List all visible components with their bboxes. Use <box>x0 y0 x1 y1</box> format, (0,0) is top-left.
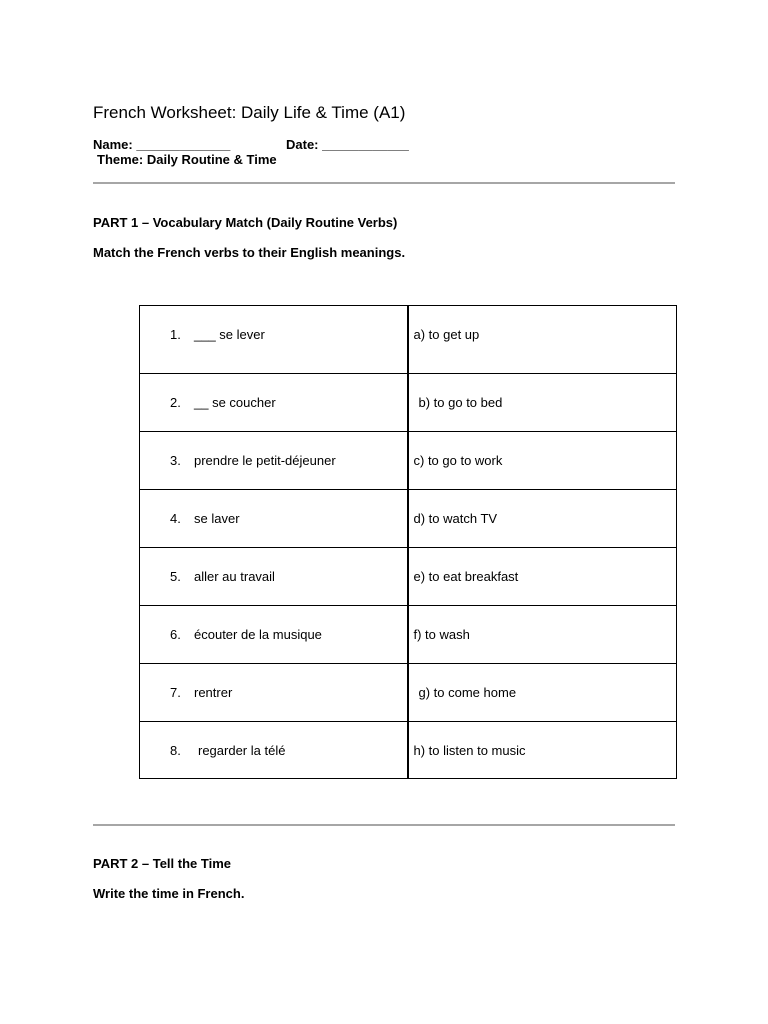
french-verb: aller au travail <box>194 569 275 584</box>
english-meaning: h) to listen to music <box>413 743 526 758</box>
french-verb: se laver <box>194 511 240 526</box>
french-verb: __ se coucher <box>194 395 276 410</box>
english-meaning: c) to go to work <box>413 453 503 468</box>
divider-bottom <box>93 824 675 826</box>
french-verb-cell <box>140 374 408 432</box>
vocabulary-match-table <box>139 305 677 779</box>
part2-instruction: Write the time in French. <box>93 886 245 901</box>
table-row <box>140 548 677 606</box>
french-verb-cell <box>140 664 408 722</box>
french-verb-cell <box>140 490 408 548</box>
item-number: 4. <box>170 511 181 526</box>
table-row <box>140 722 677 779</box>
name-field: Name: _____________ <box>93 137 231 152</box>
date-field: Date: ____________ <box>286 137 409 152</box>
item-number: 5. <box>170 569 181 584</box>
table-row <box>140 606 677 664</box>
part1-instruction: Match the French verbs to their English meanings. <box>93 245 406 260</box>
french-verb-cell <box>140 432 408 490</box>
table-row <box>140 306 677 374</box>
french-verb: rentrer <box>194 685 233 700</box>
english-meaning: a) to get up <box>413 327 480 342</box>
english-meaning-cell <box>408 548 677 606</box>
french-verb: prendre le petit-déjeuner <box>194 453 336 468</box>
divider-top <box>93 182 675 184</box>
item-number: 2. <box>170 395 181 410</box>
item-number: 6. <box>170 627 181 642</box>
part1-heading: PART 1 – Vocabulary Match (Daily Routine Verbs) <box>93 215 398 230</box>
item-number: 8. <box>170 743 181 758</box>
english-meaning: f) to wash <box>413 627 470 642</box>
english-meaning-cell <box>408 374 677 432</box>
worksheet-title: French Worksheet: Daily Life & Time (A1) <box>93 103 406 122</box>
theme-field: Theme: Daily Routine & Time <box>97 152 277 167</box>
table-row <box>140 374 677 432</box>
item-number: 3. <box>170 453 181 468</box>
table-row <box>140 432 677 490</box>
english-meaning: e) to eat breakfast <box>413 569 519 584</box>
french-verb: écouter de la musique <box>194 627 322 642</box>
english-meaning: g) to come home <box>418 685 517 700</box>
french-verb: regarder la télé <box>198 743 286 758</box>
french-verb: ___ se lever <box>194 327 265 342</box>
table-row <box>140 490 677 548</box>
english-meaning-cell <box>408 722 677 779</box>
english-meaning: b) to go to bed <box>418 395 503 410</box>
english-meaning: d) to watch TV <box>413 511 498 526</box>
french-verb-cell <box>140 606 408 664</box>
table-row <box>140 664 677 722</box>
english-meaning-cell <box>408 490 677 548</box>
french-verb-cell <box>140 722 408 779</box>
english-meaning-cell <box>408 306 677 374</box>
english-meaning-cell <box>408 664 677 722</box>
english-meaning-cell <box>408 432 677 490</box>
english-meaning-cell <box>408 606 677 664</box>
french-verb-cell <box>140 306 408 374</box>
part2-heading: PART 2 – Tell the Time <box>93 856 231 871</box>
item-number: 1. <box>170 327 181 342</box>
french-verb-cell <box>140 548 408 606</box>
item-number: 7. <box>170 685 181 700</box>
